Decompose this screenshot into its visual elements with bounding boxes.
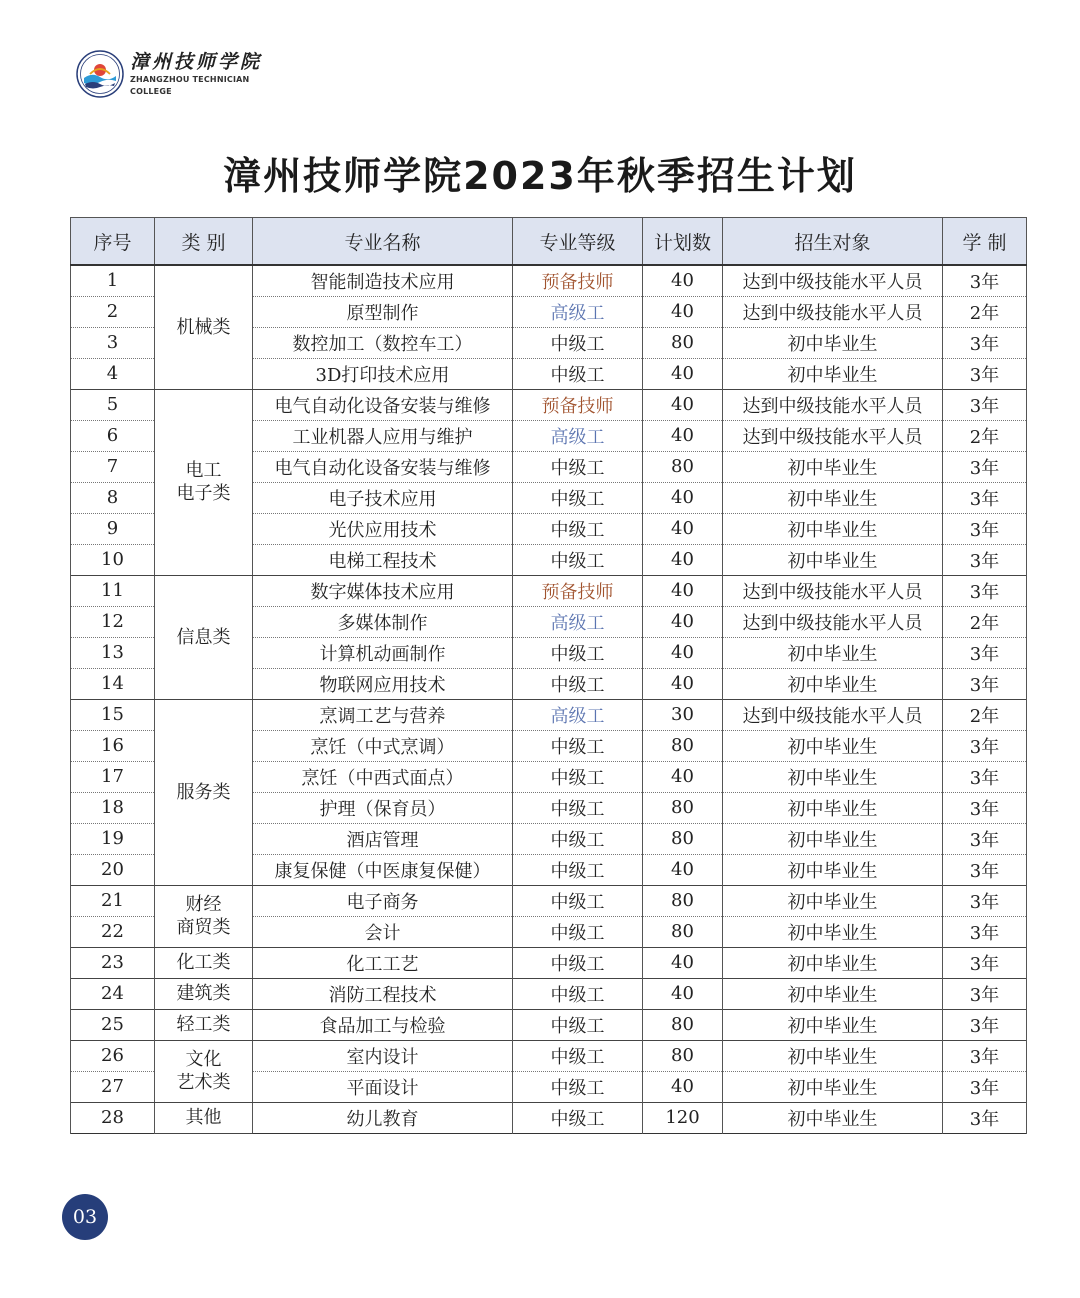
row-number: 14	[71, 668, 155, 699]
plan-count: 40	[643, 947, 723, 978]
row-number: 18	[71, 792, 155, 823]
study-duration: 3年	[943, 947, 1027, 978]
study-duration: 3年	[943, 482, 1027, 513]
category-label: 艺术类	[176, 1072, 231, 1093]
category-cell	[155, 947, 253, 978]
row-number: 10	[71, 544, 155, 575]
enrollment-target: 初中毕业生	[723, 823, 943, 854]
skill-level: 预备技师	[513, 575, 643, 606]
study-duration: 3年	[943, 265, 1027, 296]
enrollment-target: 初中毕业生	[723, 668, 943, 699]
study-duration: 3年	[943, 1071, 1027, 1102]
table-row	[71, 978, 1027, 1009]
major-name: 物联网应用技术	[253, 668, 513, 699]
plan-count: 80	[643, 730, 723, 761]
major-name: 会计	[253, 916, 513, 947]
major-name: 数控加工（数控车工）	[253, 327, 513, 358]
study-duration: 3年	[943, 451, 1027, 482]
enrollment-target: 达到中级技能水平人员	[723, 296, 943, 327]
skill-level: 高级工	[513, 699, 643, 730]
enrollment-target: 初中毕业生	[723, 544, 943, 575]
plan-count: 80	[643, 327, 723, 358]
enrollment-target: 初中毕业生	[723, 761, 943, 792]
logo-chinese-name: 漳州技师学院	[130, 51, 263, 73]
study-duration: 3年	[943, 668, 1027, 699]
major-name: 烹调工艺与营养	[253, 699, 513, 730]
enrollment-target: 初中毕业生	[723, 1102, 943, 1133]
table-row	[71, 699, 1027, 730]
study-duration: 3年	[943, 1040, 1027, 1071]
major-name: 光伏应用技术	[253, 513, 513, 544]
page-title: 漳州技师学院2023年秋季招生计划	[223, 154, 857, 198]
column-level-header: 专业等级	[513, 218, 643, 266]
skill-level: 中级工	[513, 854, 643, 885]
row-number: 9	[71, 513, 155, 544]
table-row	[71, 1009, 1027, 1040]
row-number: 24	[71, 978, 155, 1009]
category-cell	[155, 1040, 253, 1102]
enrollment-target: 初中毕业生	[723, 637, 943, 668]
row-number: 22	[71, 916, 155, 947]
logo-english-name: ZHANGZHOU TECHNICIAN COLLEGE	[130, 75, 250, 96]
major-name: 原型制作	[253, 296, 513, 327]
column-no-header: 序号	[71, 218, 155, 266]
plan-count: 40	[643, 1071, 723, 1102]
enrollment-target: 达到中级技能水平人员	[723, 420, 943, 451]
enrollment-target: 初中毕业生	[723, 885, 943, 916]
study-duration: 3年	[943, 730, 1027, 761]
enrollment-target: 初中毕业生	[723, 792, 943, 823]
major-name: 幼儿教育	[253, 1102, 513, 1133]
skill-level: 中级工	[513, 1071, 643, 1102]
major-name: 化工工艺	[253, 947, 513, 978]
major-name: 烹饪（中西式面点）	[253, 761, 513, 792]
enrollment-target: 初中毕业生	[723, 978, 943, 1009]
table-body	[71, 265, 1027, 1133]
table-row	[71, 265, 1027, 296]
skill-level: 预备技师	[513, 265, 643, 296]
row-number: 28	[71, 1102, 155, 1133]
category-label: 机械类	[176, 316, 231, 338]
plan-count: 80	[643, 885, 723, 916]
row-number: 20	[71, 854, 155, 885]
study-duration: 3年	[943, 916, 1027, 947]
study-duration: 3年	[943, 1009, 1027, 1040]
plan-count: 40	[643, 513, 723, 544]
table-row	[71, 885, 1027, 916]
row-number: 6	[71, 420, 155, 451]
column-plan-header: 计划数	[643, 218, 723, 266]
enrollment-target: 初中毕业生	[723, 513, 943, 544]
study-duration: 3年	[943, 575, 1027, 606]
plan-count: 40	[643, 575, 723, 606]
major-name: 计算机动画制作	[253, 637, 513, 668]
study-duration: 3年	[943, 358, 1027, 389]
study-duration: 3年	[943, 978, 1027, 1009]
category-label: 商贸类	[176, 917, 231, 938]
enrollment-target: 达到中级技能水平人员	[723, 606, 943, 637]
category-cell	[155, 885, 253, 947]
category-cell	[155, 1009, 253, 1040]
row-number: 13	[71, 637, 155, 668]
row-number: 5	[71, 389, 155, 420]
enrollment-target: 初中毕业生	[723, 1009, 943, 1040]
study-duration: 3年	[943, 761, 1027, 792]
skill-level: 预备技师	[513, 389, 643, 420]
plan-count: 40	[643, 482, 723, 513]
row-number: 23	[71, 947, 155, 978]
study-duration: 3年	[943, 513, 1027, 544]
category-label: 电工	[185, 460, 222, 481]
column-target-header: 招生对象	[723, 218, 943, 266]
college-emblem-icon	[76, 50, 124, 98]
category-label: 文化	[185, 1049, 222, 1070]
enrollment-target: 初中毕业生	[723, 327, 943, 358]
skill-level: 中级工	[513, 978, 643, 1009]
study-duration: 2年	[943, 699, 1027, 730]
category-label: 其他	[185, 1107, 222, 1128]
major-name: 护理（保育员）	[253, 792, 513, 823]
row-number: 1	[71, 265, 155, 296]
plan-count: 80	[643, 1009, 723, 1040]
major-name: 3D打印技术应用	[253, 358, 513, 389]
major-name: 康复保健（中医康复保健）	[253, 854, 513, 885]
plan-count: 40	[643, 606, 723, 637]
enrollment-target: 初中毕业生	[723, 947, 943, 978]
enrollment-target: 达到中级技能水平人员	[723, 265, 943, 296]
enrollment-target: 初中毕业生	[723, 451, 943, 482]
study-duration: 3年	[943, 792, 1027, 823]
row-number: 11	[71, 575, 155, 606]
plan-count: 80	[643, 916, 723, 947]
plan-count: 80	[643, 792, 723, 823]
skill-level: 中级工	[513, 482, 643, 513]
category-cell	[155, 1102, 253, 1133]
table-row	[71, 1102, 1027, 1133]
plan-count: 40	[643, 978, 723, 1009]
skill-level: 中级工	[513, 668, 643, 699]
skill-level: 中级工	[513, 327, 643, 358]
study-duration: 3年	[943, 544, 1027, 575]
plan-count: 40	[643, 265, 723, 296]
plan-count: 40	[643, 420, 723, 451]
row-number: 25	[71, 1009, 155, 1040]
enrollment-target: 初中毕业生	[723, 482, 943, 513]
table-header	[71, 218, 1027, 266]
major-name: 智能制造技术应用	[253, 265, 513, 296]
college-logo	[76, 48, 286, 100]
header-row	[71, 218, 1027, 266]
row-number: 4	[71, 358, 155, 389]
study-duration: 3年	[943, 823, 1027, 854]
row-number: 15	[71, 699, 155, 730]
skill-level: 高级工	[513, 420, 643, 451]
major-name: 平面设计	[253, 1071, 513, 1102]
study-duration: 3年	[943, 327, 1027, 358]
row-number: 17	[71, 761, 155, 792]
skill-level: 高级工	[513, 296, 643, 327]
major-name: 多媒体制作	[253, 606, 513, 637]
category-cell	[155, 699, 253, 885]
row-number: 27	[71, 1071, 155, 1102]
category-label: 电子类	[176, 483, 231, 504]
row-number: 7	[71, 451, 155, 482]
plan-count: 40	[643, 761, 723, 792]
major-name: 电梯工程技术	[253, 544, 513, 575]
skill-level: 中级工	[513, 823, 643, 854]
category-cell	[155, 978, 253, 1009]
plan-count: 40	[643, 854, 723, 885]
study-duration: 3年	[943, 389, 1027, 420]
plan-count: 40	[643, 668, 723, 699]
major-name: 室内设计	[253, 1040, 513, 1071]
plan-count: 40	[643, 358, 723, 389]
plan-count: 40	[643, 389, 723, 420]
category-label: 建筑类	[176, 983, 231, 1004]
enrollment-target: 初中毕业生	[723, 358, 943, 389]
skill-level: 中级工	[513, 451, 643, 482]
page-number-badge: 03	[62, 1194, 108, 1240]
category-label: 信息类	[176, 626, 231, 648]
skill-level: 中级工	[513, 792, 643, 823]
major-name: 食品加工与检验	[253, 1009, 513, 1040]
skill-level: 中级工	[513, 885, 643, 916]
row-number: 26	[71, 1040, 155, 1071]
study-duration: 3年	[943, 637, 1027, 668]
study-duration: 3年	[943, 1102, 1027, 1133]
study-duration: 2年	[943, 296, 1027, 327]
major-name: 电气自动化设备安装与维修	[253, 451, 513, 482]
row-number: 12	[71, 606, 155, 637]
study-duration: 3年	[943, 885, 1027, 916]
study-duration: 2年	[943, 606, 1027, 637]
skill-level: 中级工	[513, 1102, 643, 1133]
major-name: 酒店管理	[253, 823, 513, 854]
enrollment-target: 初中毕业生	[723, 730, 943, 761]
category-label: 服务类	[176, 781, 231, 803]
skill-level: 中级工	[513, 1040, 643, 1071]
major-name: 电子技术应用	[253, 482, 513, 513]
plan-count: 40	[643, 544, 723, 575]
skill-level: 中级工	[513, 730, 643, 761]
row-number: 16	[71, 730, 155, 761]
enrollment-target: 初中毕业生	[723, 1071, 943, 1102]
category-label: 化工类	[176, 952, 231, 973]
plan-count: 40	[643, 296, 723, 327]
plan-count: 30	[643, 699, 723, 730]
skill-level: 中级工	[513, 947, 643, 978]
table-row	[71, 947, 1027, 978]
skill-level: 中级工	[513, 544, 643, 575]
enrollment-target: 达到中级技能水平人员	[723, 389, 943, 420]
plan-count: 80	[643, 823, 723, 854]
major-name: 电气自动化设备安装与维修	[253, 389, 513, 420]
skill-level: 中级工	[513, 761, 643, 792]
major-name: 烹饪（中式烹调）	[253, 730, 513, 761]
study-duration: 3年	[943, 854, 1027, 885]
skill-level: 中级工	[513, 358, 643, 389]
enrollment-target: 达到中级技能水平人员	[723, 699, 943, 730]
plan-count: 80	[643, 451, 723, 482]
category-cell	[155, 265, 253, 389]
row-number: 2	[71, 296, 155, 327]
skill-level: 中级工	[513, 637, 643, 668]
enrollment-target: 初中毕业生	[723, 1040, 943, 1071]
study-duration: 2年	[943, 420, 1027, 451]
enrollment-plan-table	[70, 217, 1027, 1134]
table-row	[71, 575, 1027, 606]
skill-level: 高级工	[513, 606, 643, 637]
major-name: 消防工程技术	[253, 978, 513, 1009]
row-number: 3	[71, 327, 155, 358]
enrollment-target: 达到中级技能水平人员	[723, 575, 943, 606]
column-major-header: 专业名称	[253, 218, 513, 266]
major-name: 电子商务	[253, 885, 513, 916]
category-label: 财经	[185, 894, 222, 915]
major-name: 数字媒体技术应用	[253, 575, 513, 606]
column-category-header: 类 别	[155, 218, 253, 266]
column-years-header: 学 制	[943, 218, 1027, 266]
skill-level: 中级工	[513, 513, 643, 544]
plan-count: 80	[643, 1040, 723, 1071]
plan-count: 40	[643, 637, 723, 668]
row-number: 21	[71, 885, 155, 916]
table-row	[71, 1040, 1027, 1071]
category-cell	[155, 389, 253, 575]
skill-level: 中级工	[513, 916, 643, 947]
major-name: 工业机器人应用与维护	[253, 420, 513, 451]
category-label: 轻工类	[176, 1014, 231, 1035]
row-number: 19	[71, 823, 155, 854]
enrollment-target: 初中毕业生	[723, 854, 943, 885]
table-row	[71, 389, 1027, 420]
row-number: 8	[71, 482, 155, 513]
skill-level: 中级工	[513, 1009, 643, 1040]
plan-count: 120	[643, 1102, 723, 1133]
enrollment-target: 初中毕业生	[723, 916, 943, 947]
category-cell	[155, 575, 253, 699]
